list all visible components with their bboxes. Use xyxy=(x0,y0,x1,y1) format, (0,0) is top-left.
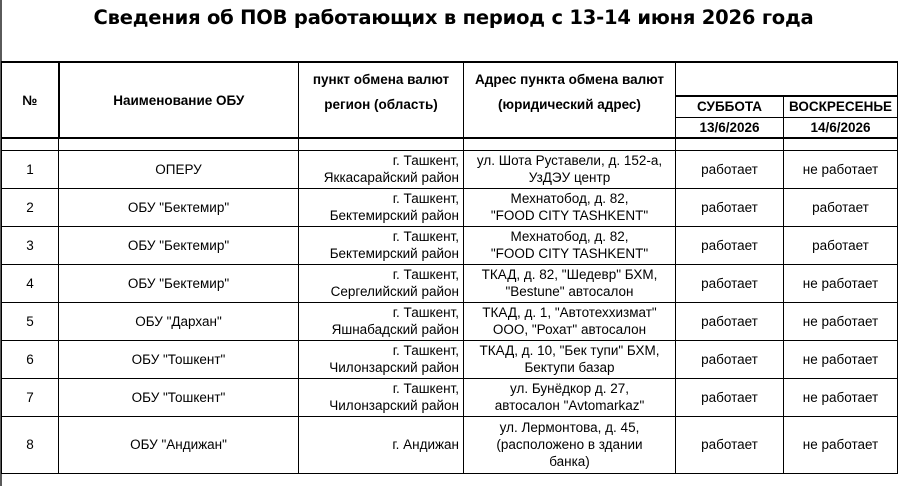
row-number xyxy=(2,264,59,302)
row-obu-name xyxy=(59,416,299,473)
row-number-line: 2 xyxy=(26,199,34,215)
row-address-line: ООО, "Рохат" автосалон xyxy=(492,322,647,337)
row-saturday-status-line: работает xyxy=(701,351,758,367)
row-obu-name-line: ОБУ "Бектемир" xyxy=(127,199,230,215)
row-address-line: Бектупи базар xyxy=(524,360,615,375)
header-address-line1: Адрес пункта обмена валют xyxy=(464,62,676,96)
row-number-line: 8 xyxy=(26,437,34,452)
row-number-line: 3 xyxy=(26,237,34,253)
row-saturday-status-line: работает xyxy=(701,237,758,253)
exchange-points-table xyxy=(1,61,898,474)
row-address xyxy=(464,340,676,378)
row-number-line: 6 xyxy=(26,351,34,367)
row-address xyxy=(464,188,676,226)
row-saturday-status xyxy=(676,416,784,473)
row-sunday-status xyxy=(784,264,898,302)
row-sunday-status-line: не работает xyxy=(802,275,879,291)
row-obu-name-line: ОПЕРУ xyxy=(155,161,202,177)
row-region-line: Чилонзарский район xyxy=(329,398,459,413)
row-address-line: (расположено в здании xyxy=(496,437,643,452)
row-saturday-status-line: работает xyxy=(701,313,758,329)
row-address-line: Мехнатобод, д. 82, xyxy=(510,229,629,244)
row-address-line: ТКАД, д. 82, "Шедевр" БХМ, xyxy=(481,267,658,282)
row-sunday-status-line: не работает xyxy=(802,389,879,405)
row-region xyxy=(299,340,464,378)
row-number xyxy=(2,378,59,416)
table-row xyxy=(2,150,898,188)
row-saturday-status-line: работает xyxy=(701,437,758,452)
table-row xyxy=(2,340,898,378)
header-address-line2: (юридический адрес) xyxy=(464,96,676,138)
row-region xyxy=(299,226,464,264)
row-address-line: автосалон "Avtomarkaz" xyxy=(494,398,645,413)
row-sunday-status xyxy=(784,340,898,378)
row-saturday-status-line: работает xyxy=(701,389,758,405)
row-region-line: г. Ташкент, xyxy=(392,229,459,244)
row-obu-name xyxy=(59,340,299,378)
row-region-line: Чилонзарский район xyxy=(329,360,459,375)
row-address xyxy=(464,150,676,188)
row-saturday-status xyxy=(676,188,784,226)
header-days-blank xyxy=(676,62,898,96)
row-region-line: Яккасарайский район xyxy=(323,170,459,185)
row-region-line: г. Ташкент, xyxy=(392,267,459,282)
row-address-line: банка) xyxy=(549,454,590,469)
row-sunday-status xyxy=(784,378,898,416)
row-address xyxy=(464,378,676,416)
row-sunday-status xyxy=(784,416,898,473)
row-address xyxy=(464,302,676,340)
row-region xyxy=(299,264,464,302)
table-row xyxy=(2,302,898,340)
row-saturday-status-line: работает xyxy=(701,161,758,177)
row-sunday-status-line: не работает xyxy=(802,351,879,367)
row-region-line: г. Ташкент, xyxy=(392,381,459,396)
spacer-cell xyxy=(784,138,898,150)
spacer-cell xyxy=(464,138,676,150)
row-number-line: 4 xyxy=(26,275,34,291)
row-obu-name-line: ОБУ "Дархан" xyxy=(135,313,222,329)
table-row xyxy=(2,188,898,226)
row-address xyxy=(464,226,676,264)
spacer-cell xyxy=(59,138,299,150)
row-number-line: 7 xyxy=(26,389,34,405)
row-number xyxy=(2,416,59,473)
row-address-line: ул. Шота Руставели, д. 152-а, xyxy=(476,153,663,168)
row-region-line: г. Ташкент, xyxy=(392,153,459,168)
row-saturday-status xyxy=(676,340,784,378)
row-number xyxy=(2,226,59,264)
row-number xyxy=(2,188,59,226)
row-address-line: ТКАД, д. 1, "Автотеххизмат" xyxy=(482,305,657,320)
row-obu-name-line: ОБУ "Бектемир" xyxy=(127,237,230,253)
row-region-line: г. Ташкент, xyxy=(392,343,459,358)
row-address-line: ул. Лермонтова, д. 45, xyxy=(499,420,640,435)
table-row xyxy=(2,416,898,473)
table-row xyxy=(2,378,898,416)
header-name: Наименование ОБУ xyxy=(59,62,299,138)
row-obu-name-line: ОБУ "Бектемир" xyxy=(127,275,230,291)
table-row xyxy=(2,264,898,302)
spacer-cell xyxy=(676,138,784,150)
row-address-line: "FOOD CITY TASHKENT" xyxy=(490,246,649,261)
row-sunday-status xyxy=(784,150,898,188)
row-saturday-status xyxy=(676,264,784,302)
row-address-line: ул. Бунёдкор д. 27, xyxy=(510,381,629,396)
header-region-line2: регион (область) xyxy=(299,96,464,138)
row-region xyxy=(299,150,464,188)
row-number-line: 1 xyxy=(26,161,34,177)
row-address xyxy=(464,416,676,473)
header-date-sunday: 14/6/2026 xyxy=(784,117,898,138)
row-sunday-status-line: работает xyxy=(812,199,869,215)
row-obu-name xyxy=(59,264,299,302)
row-obu-name-line: ОБУ "Андижан" xyxy=(130,437,227,452)
row-saturday-status xyxy=(676,378,784,416)
row-obu-name-line: ОБУ "Тошкент" xyxy=(131,389,226,405)
row-address-line: "FOOD CITY TASHKENT" xyxy=(490,208,649,223)
spacer-cell xyxy=(2,138,59,150)
row-sunday-status-line: не работает xyxy=(802,313,879,329)
row-saturday-status xyxy=(676,302,784,340)
header-num: № xyxy=(2,62,59,138)
row-sunday-status-line: не работает xyxy=(802,437,879,452)
row-saturday-status-line: работает xyxy=(701,275,758,291)
row-sunday-status xyxy=(784,226,898,264)
row-address xyxy=(464,264,676,302)
row-saturday-status xyxy=(676,226,784,264)
header-region-line1: пункт обмена валют xyxy=(299,62,464,96)
row-obu-name xyxy=(59,302,299,340)
row-number-line: 5 xyxy=(26,313,34,329)
row-obu-name xyxy=(59,188,299,226)
row-region xyxy=(299,188,464,226)
row-number xyxy=(2,340,59,378)
row-region xyxy=(299,302,464,340)
row-obu-name xyxy=(59,226,299,264)
header-sunday: ВОСКРЕСЕНЬЕ xyxy=(784,96,898,117)
row-saturday-status xyxy=(676,150,784,188)
row-region xyxy=(299,416,464,473)
row-region-line: Сергелийский район xyxy=(330,284,459,299)
row-obu-name xyxy=(59,150,299,188)
row-region-line: Яшнабадский район xyxy=(331,322,459,337)
row-address-line: "Bestune" автосалон xyxy=(505,284,634,299)
header-saturday: СУББОТА xyxy=(676,96,784,117)
row-sunday-status-line: не работает xyxy=(802,161,879,177)
row-number xyxy=(2,302,59,340)
row-obu-name xyxy=(59,378,299,416)
row-region xyxy=(299,378,464,416)
row-region-line: Бектемирский район xyxy=(329,208,459,223)
row-address-line: ТКАД, д. 10, "Бек тупи" БХМ, xyxy=(479,343,660,358)
header-date-saturday: 13/6/2026 xyxy=(676,117,784,138)
row-number xyxy=(2,150,59,188)
page-title: Сведения об ПОВ работающих в период с 13-14 июня 2026 года xyxy=(93,6,814,29)
row-sunday-status xyxy=(784,302,898,340)
spacer-cell xyxy=(299,138,464,150)
row-region-line: г. Ташкент, xyxy=(392,191,459,206)
row-sunday-status xyxy=(784,188,898,226)
row-region-line: Бектемирский район xyxy=(329,246,459,261)
row-region-line: г. Андижан xyxy=(392,437,459,452)
row-obu-name-line: ОБУ "Тошкент" xyxy=(131,351,226,367)
table-row xyxy=(2,226,898,264)
row-saturday-status-line: работает xyxy=(701,199,758,215)
row-region-line: г. Ташкент, xyxy=(392,305,459,320)
row-address-line: Мехнатобод, д. 82, xyxy=(510,191,629,206)
row-sunday-status-line: работает xyxy=(812,237,869,253)
row-address-line: УзДЭУ центр xyxy=(528,170,611,185)
